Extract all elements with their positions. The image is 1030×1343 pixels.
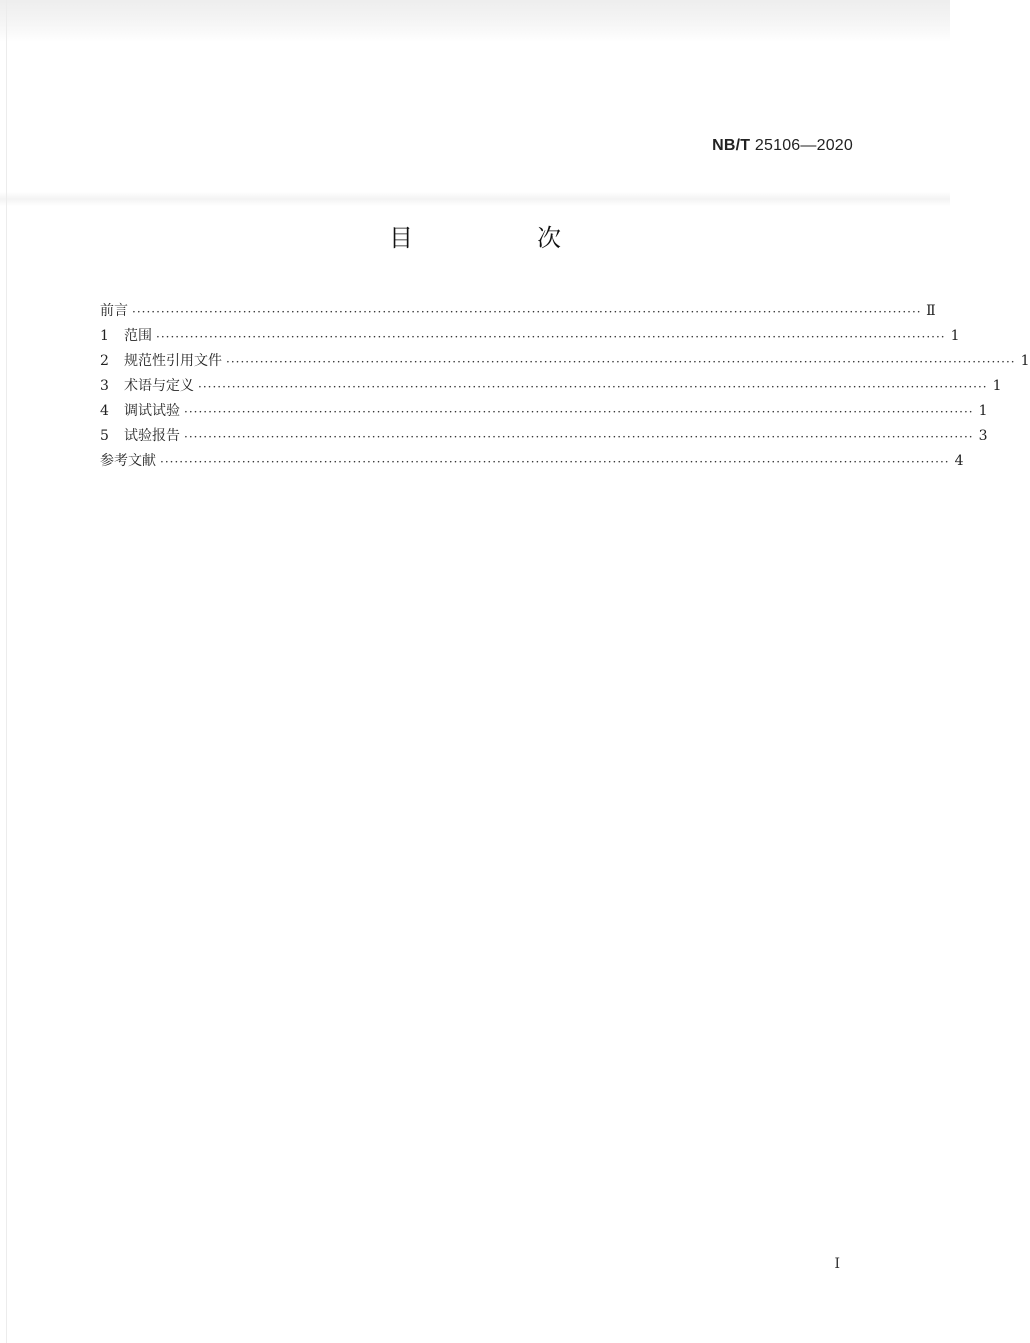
toc-leader-dots: ···································································································································································· [132,305,922,319]
toc-entry-scope[interactable] [100,321,960,346]
toc-entry-page: 1 [950,328,960,344]
toc-entry-label: 前言 [100,303,128,319]
toc-entry-page: 1 [1020,353,1030,369]
toc-entry-number: 1 [100,328,109,344]
page-number: I [834,1256,840,1272]
toc-leader-dots: ···································································································································································· [156,330,946,344]
document-code [712,137,853,155]
toc-entry-page: 1 [978,403,988,419]
toc-leader-dots: ···································································································································································· [184,430,974,444]
toc-entry-label: 调试试验 [124,403,180,419]
toc-entry-label: 范围 [124,328,152,344]
toc-entry-commissioning-tests[interactable] [100,396,988,421]
toc-entry-terms-definitions[interactable] [100,371,1002,396]
toc-entry-number: 5 [100,428,109,444]
toc-entry-label: 试验报告 [124,428,180,444]
toc-entry-page: Ⅱ [926,303,936,319]
toc-leader-dots: ···································································································································································· [160,455,950,469]
scan-shadow-top [0,0,950,42]
document-code-prefix: NB/T [712,137,751,154]
scan-left-edge [6,0,7,1343]
toc-entry-number: 4 [100,403,109,419]
toc-entry-number: 2 [100,353,109,369]
toc-entry-label: 规范性引用文件 [124,353,222,369]
toc-entry-normative-references[interactable] [100,346,1030,371]
toc-leader-dots: ···································································································································································· [226,355,1016,369]
toc-entry-bibliography[interactable] [100,446,964,471]
toc-leader-dots: ···································································································································································· [184,405,974,419]
toc-entry-label: 参考文献 [100,453,156,469]
toc-entry-page: 1 [992,378,1002,394]
table-of-contents [100,296,1030,471]
toc-leader-dots: ···································································································································································· [198,380,988,394]
toc-entry-page: 3 [978,428,988,444]
toc-entry-page: 4 [954,453,964,469]
document-code-number: 25106—2020 [754,137,853,154]
toc-entry-test-report[interactable] [100,421,988,446]
toc-entry-foreword[interactable] [100,296,936,321]
toc-entry-label: 术语与定义 [124,378,194,394]
page-title: 目 次 [389,224,611,252]
scan-shadow-band [0,192,950,206]
toc-entry-number: 3 [100,378,109,394]
